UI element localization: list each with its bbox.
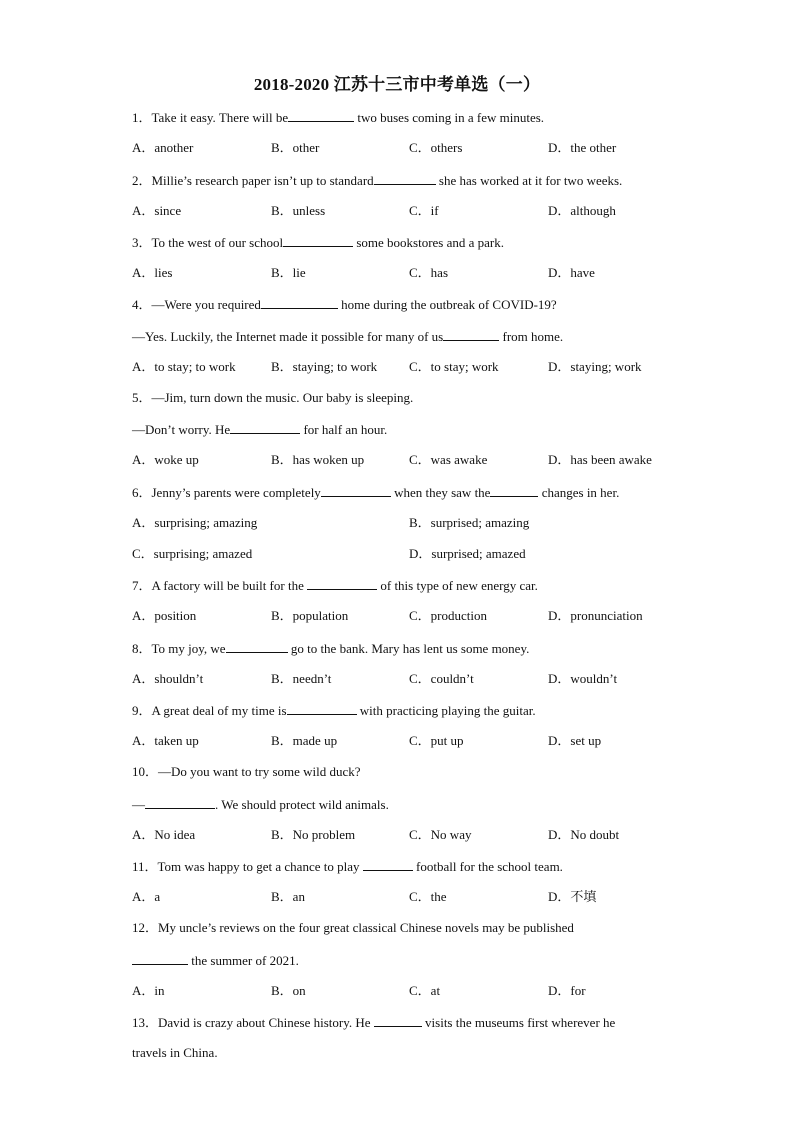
q3-option-c[interactable]: C．has <box>409 265 449 280</box>
question-5-stem: 5．—Jim, turn down the music. Our baby is sleeping. <box>132 390 414 405</box>
answer-blank <box>363 858 413 871</box>
q2-option-d[interactable]: D．although <box>548 203 616 218</box>
q12-option-d[interactable]: D．for <box>548 983 586 998</box>
q5-option-b[interactable]: B．has woken up <box>271 452 365 467</box>
q4-option-c[interactable]: C．to stay; work <box>409 359 499 374</box>
q9-option-c[interactable]: C．put up <box>409 733 464 748</box>
q10-option-a[interactable]: A．No idea <box>132 827 196 842</box>
q11-option-b[interactable]: B．an <box>271 889 305 904</box>
answer-blank <box>321 484 391 497</box>
q8-option-d[interactable]: D．wouldn’t <box>548 671 618 686</box>
q4-option-d[interactable]: D．staying; work <box>548 359 642 374</box>
answer-blank <box>287 702 357 715</box>
question-4-response: —Yes. Luckily, the Internet made it possible for many of us from home. <box>132 329 564 344</box>
question-4-stem: 4．—Were you required home during the outbreak of COVID-19? <box>132 297 557 312</box>
q8-option-a[interactable]: A．shouldn’t <box>132 671 204 686</box>
question-11-stem: 11．Tom was happy to get a chance to play football for the school team. <box>132 859 563 874</box>
q7-option-b[interactable]: B．population <box>271 608 349 623</box>
answer-blank <box>283 234 353 247</box>
q9-option-d[interactable]: D．set up <box>548 733 602 748</box>
q11-option-a[interactable]: A．a <box>132 889 161 904</box>
question-1-stem: 1．Take it easy. There will be two buses coming in a few minutes. <box>132 110 545 125</box>
q9-option-a[interactable]: A．taken up <box>132 733 199 748</box>
q9-option-b[interactable]: B．made up <box>271 733 338 748</box>
q12-option-a[interactable]: A．in <box>132 983 165 998</box>
q3-option-a[interactable]: A．lies <box>132 265 173 280</box>
q6-option-a[interactable]: A．surprising; amazing <box>132 515 258 530</box>
q8-option-b[interactable]: B．needn’t <box>271 671 332 686</box>
answer-blank <box>261 296 338 309</box>
q7-option-c[interactable]: C．production <box>409 608 487 623</box>
q5-option-a[interactable]: A．woke up <box>132 452 199 467</box>
question-10-stem: 10．—Do you want to try some wild duck? <box>132 764 361 779</box>
q11-option-c[interactable]: C．the <box>409 889 447 904</box>
q10-option-c[interactable]: C．No way <box>409 827 472 842</box>
answer-blank <box>288 109 354 122</box>
q3-option-b[interactable]: B．lie <box>271 265 306 280</box>
q10-option-b[interactable]: B．No problem <box>271 827 356 842</box>
question-5-response: —Don’t worry. He for half an hour. <box>132 422 388 437</box>
question-8-stem: 8．To my joy, we go to the bank. Mary has lent us some money. <box>132 641 530 656</box>
answer-blank <box>230 421 300 434</box>
q1-option-c[interactable]: C．others <box>409 140 463 155</box>
q12-option-b[interactable]: B．on <box>271 983 306 998</box>
question-2-stem: 2．Millie’s research paper isn’t up to standard she has worked at it for two weeks. <box>132 173 623 188</box>
q4-option-a[interactable]: A．to stay; to work <box>132 359 236 374</box>
question-6-stem: 6．Jenny’s parents were completely when they saw the changes in her. <box>132 485 620 500</box>
q6-option-c[interactable]: C．surprising; amazed <box>132 546 253 561</box>
answer-blank <box>132 952 188 965</box>
question-3-stem: 3．To the west of our school some bookstores and a park. <box>132 235 505 250</box>
q5-option-d[interactable]: D．has been awake <box>548 452 652 467</box>
q6-option-d[interactable]: D．surprised; amazed <box>409 546 526 561</box>
q1-option-a[interactable]: A．another <box>132 140 194 155</box>
q4-option-b[interactable]: B．staying; to work <box>271 359 378 374</box>
q2-option-b[interactable]: B．unless <box>271 203 326 218</box>
q6-option-b[interactable]: B．surprised; amazing <box>409 515 530 530</box>
q7-option-d[interactable]: D．pronunciation <box>548 608 643 623</box>
q10-option-d[interactable]: D．No doubt <box>548 827 620 842</box>
answer-blank <box>226 640 288 653</box>
q12-option-c[interactable]: C．at <box>409 983 441 998</box>
q8-option-c[interactable]: C．couldn’t <box>409 671 474 686</box>
question-10-response: — . We should protect wild animals. <box>132 797 389 812</box>
answer-blank <box>307 577 377 590</box>
question-12-stem: 12．My uncle’s reviews on the four great classical Chinese novels may be published <box>132 920 574 935</box>
page-title: 2018-2020 江苏十三市中考单选（一） <box>253 75 541 94</box>
q2-option-a[interactable]: A．since <box>132 203 182 218</box>
question-7-stem: 7．A factory will be built for the of this type of new energy car. <box>132 578 538 593</box>
question-12-continued: the summer of 2021. <box>132 952 299 969</box>
question-13-continued: travels in China. <box>132 1045 218 1060</box>
answer-blank <box>145 796 215 809</box>
q3-option-d[interactable]: D．have <box>548 265 595 280</box>
answer-blank <box>443 328 499 341</box>
q5-option-c[interactable]: C．was awake <box>409 452 488 467</box>
q7-option-a[interactable]: A．position <box>132 608 197 623</box>
q11-option-d[interactable]: D．不填 <box>548 889 597 904</box>
question-9-stem: 9．A great deal of my time is with practicing playing the guitar. <box>132 703 536 718</box>
question-13-stem: 13．David is crazy about Chinese history. He visits the museums first wherever he <box>132 1015 616 1030</box>
q1-option-d[interactable]: D．the other <box>548 140 617 155</box>
answer-blank <box>374 1014 422 1027</box>
q1-option-b[interactable]: B．other <box>271 140 320 155</box>
answer-blank <box>490 484 538 497</box>
q2-option-c[interactable]: C．if <box>409 203 439 218</box>
answer-blank <box>374 172 436 185</box>
